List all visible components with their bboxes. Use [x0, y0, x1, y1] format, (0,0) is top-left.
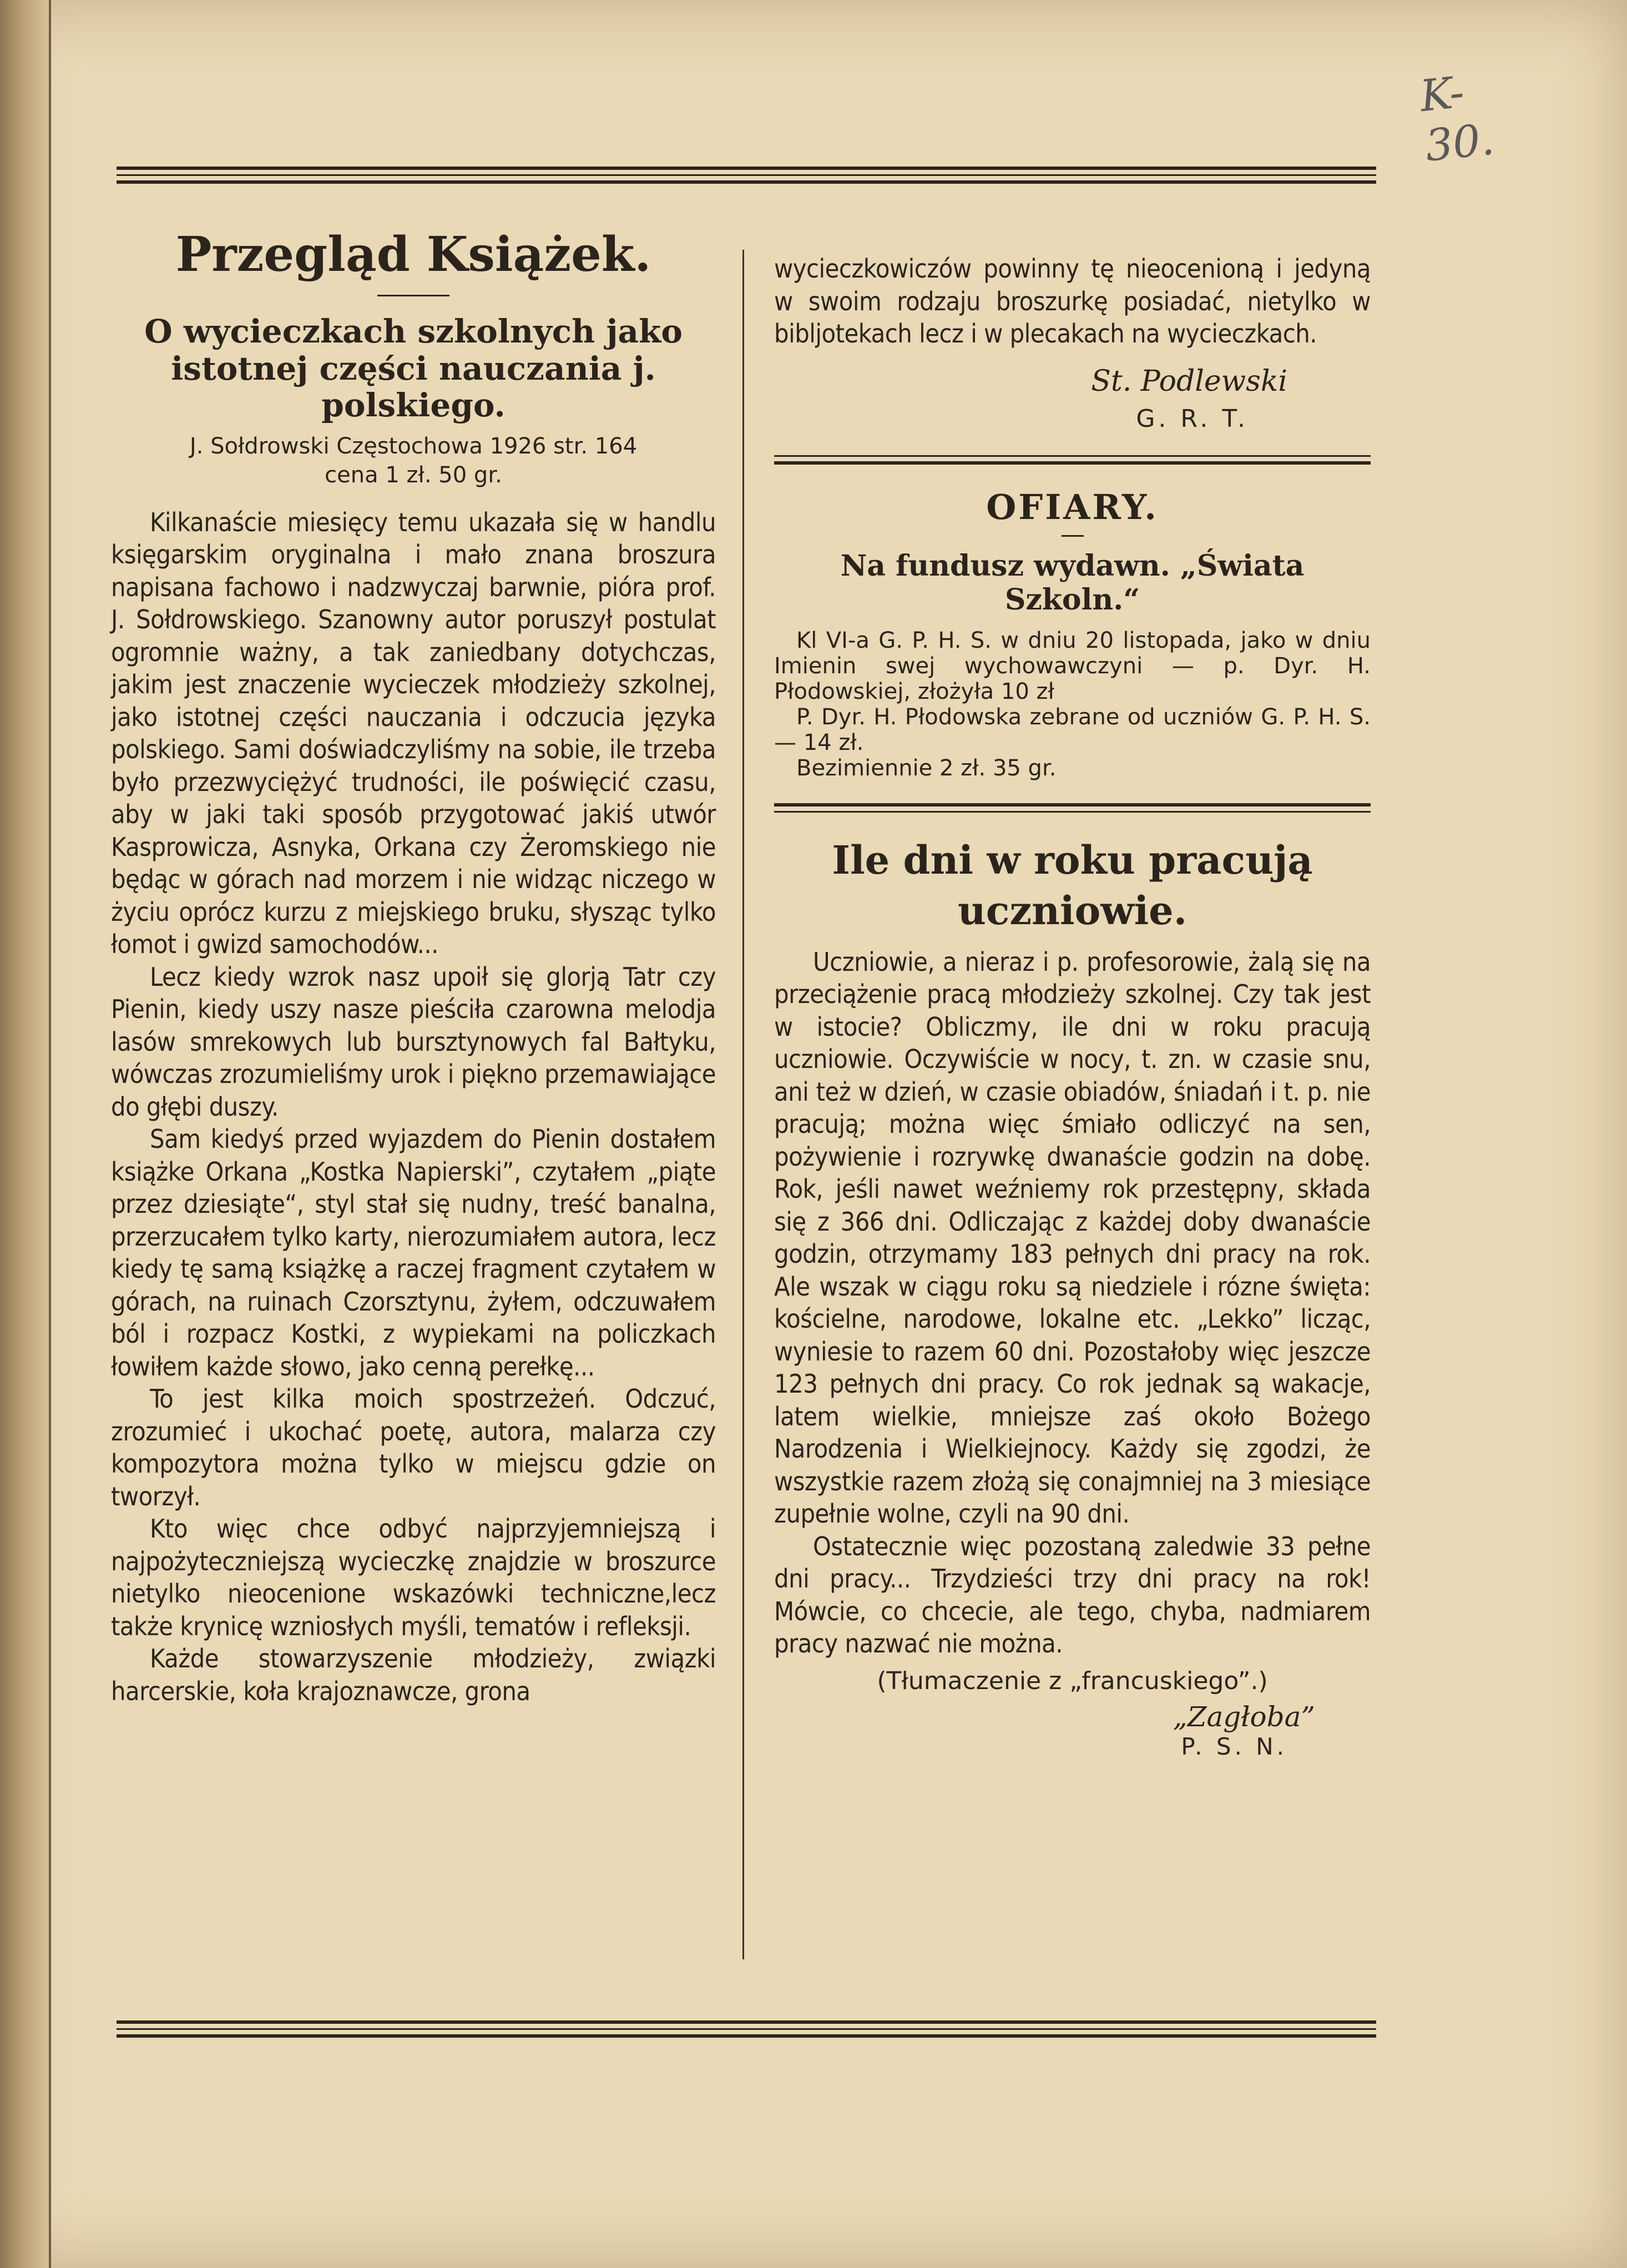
article-paragraph: Uczniowie, a nieraz i p. profesorowie, żalą się na przeciążenie pracą młodzieży szkolnej. Czy tak jest w istocie? Obliczmy, ile dni w roku pracują uczniowie. Oczywiście w nocy, t. zn. w czasie snu, ani też w dzień, w czasie obiadów, śniadań i t. p. nie pracują; można więc śmiało odliczyć na sen, pożywienie i rozrywkę dwanaście godzin na dobę. Rok, jeśli nawet weźniemy rok przestępny, składa się z 366 dni. Odliczając z każdej doby dwanaście godzin, otrzymamy 183 pełnych dni pracy na rok. Ale wszak w ciągu roku są niedziele i rózne święta: kościelne, narodowe, lokalne etc. „Lekko” licząc, wyniesie to razem 60 dni. Pozostałoby więc jeszcze 123 pełnych dni pracy. Co rok jednak są wakacje, latem wielkie, mniejsze zaś około Bożego Narodzenia i Wielkiejnocy. Każdy się zgodzi, że wszystkie razem złożą się conajmniej na 3 miesiące zupełnie wolne, czyli na 90 dni. — [774, 946, 1371, 1529]
review-paragraph: Kto więc chce odbyć najprzyjemniejszą i najpożyteczniejszą wycieczkę znajdzie w broszurce nietylko nieocenione wskazówki techniczne,lecz także krynicę wzniosłych myśli, tematów i refleksji. — [111, 1514, 716, 1641]
section-rule — [774, 455, 1371, 465]
book-meta — [111, 432, 716, 490]
review-paragraph: Każde stowarzyszenie młodzieży, związki harcerskie, koła krajoznawcze, grona — [111, 1644, 716, 1706]
review-paragraph: Kilkanaście miesięcy temu ukazała się w handlu księgarskim oryginalna i mało znana broszura napisana fachowo i nadzwyczaj barwnie, pióra prof. J. Sołdrowskiego. Szanowny autor poruszył postulat ogromnie ważny, a tak zaniedbany dotychczas, jakim jest znaczenie wycieczek młodzieży szkolnej, jako istotnej części nauczania i odczucia języka polskiego. Sami doświadczyliśmy na sobie, ile trzeba było przezwyciężyć trudności, ile poświęcić czasu, aby w jaki taki sposób przygotować jakiś utwór Kasprowicza, Asnyka, Orkana czy Żeromskiego nie będąc w górach nad morzem i nie widząc niczego w życiu oprócz kurzu z miejskiego bruku, słysząc tylko łomot i gwizd samochodów... — [111, 507, 716, 960]
title-divider — [377, 295, 449, 296]
section-rule-2 — [774, 803, 1371, 813]
review-continuation — [774, 253, 1371, 350]
article-body — [774, 946, 1371, 1660]
review-paragraph: Lecz kiedy wzrok nasz upoił się glorją Tatr czy Pienin, kiedy uszy nasze pieściła czarowna melodja lasów smrekowych lub bursztynowych fal Bałtyku, wówczas zrozumieliśmy urok i piękno przemawiające do głębi duszy. — [111, 961, 716, 1122]
book-meta-line2: cena 1 zł. 50 gr. — [325, 462, 502, 488]
review-body — [111, 506, 716, 1708]
page-title: Przegląd Książek. — [175, 226, 651, 283]
left-column — [111, 228, 716, 1707]
translation-note: (Tłumaczenie z „francuskiego”.) — [877, 1666, 1268, 1695]
article-signature: „Zagłoba” — [1173, 1700, 1315, 1733]
handwritten-note: K-30. — [1417, 67, 1497, 172]
book-meta-line1: J. Sołdrowski Częstochowa 1926 str. 164 — [189, 433, 638, 459]
ofiary-subtitle: Na fundusz wydawn. „Świata Szkoln.“ — [840, 548, 1305, 617]
column-divider — [742, 250, 744, 1959]
right-column — [774, 253, 1371, 1760]
review-signature-org: G. R. T. — [1136, 404, 1249, 433]
ofiary-item: Kl VI-a G. P. H. S. w dniu 20 listopada, jako w dniu Imienin swej wychowawczyni — p. Dyr. H. Płodowskiej, złożyła 10 zł — [774, 627, 1371, 704]
article-paragraph: Ostatecznie więc pozostaną zaledwie 33 pełne dni pracy... Trzydzieści trzy dni pracy na rok! Mówcie, co chcecie, ale tego, chyba, nadmiarem pracy nazwać nie można. — [774, 1531, 1371, 1659]
article-title: Ile dni w roku pracują uczniowie. — [832, 836, 1313, 934]
article-signature-org: P. S. N. — [1181, 1732, 1287, 1760]
review-signature: St. Podlewski — [1091, 364, 1287, 398]
ofiary-divider — [1062, 535, 1084, 537]
bottom-rule — [117, 2020, 1376, 2042]
ofiary-list — [774, 628, 1371, 781]
review-subtitle: O wycieczkach szkolnych jako istotnej części nauczania j. polskiego. — [144, 312, 683, 425]
top-rule — [117, 167, 1376, 188]
review-paragraph: Sam kiedyś przed wyjazdem do Pienin dostałem książke Orkana „Kostka Napierski”, czytałem „piąte przez dziesiąte“, styl stał się nudny, treść banalna, przerzucałem tylko karty, nierozumiałem autora, lecz kiedy tę samą książkę a raczej fragment czytałem w górach, na ruinach Czorsztynu, żyłem, odczuwałem ból i rozpacz Kostki, z wypiekami na policzkach łowiłem każde słowo, jako cenną perełkę... — [111, 1124, 716, 1382]
continuation-paragraph: wycieczkowiczów powinny tę nieocenioną i jedyną w swoim rodzaju broszurkę posiadać, nietylko w bibljotekach lecz i w plecakach na wycieczkach. — [774, 254, 1371, 349]
review-paragraph: To jest kilka moich spostrzeżeń. Odczuć, zrozumieć i ukochać poetę, autora, malarza czy kompozytora można tylko w miejscu gdzie on tworzył. — [111, 1384, 716, 1511]
ofiary-item: P. Dyr. H. Płodowska zebrane od uczniów G. P. H. S. — 14 zł. — [774, 704, 1371, 755]
binding-shadow — [0, 0, 50, 2268]
binding-edge — [49, 0, 51, 2268]
ofiary-title: OFIARY. — [986, 486, 1159, 527]
ofiary-item: Bezimiennie 2 zł. 35 gr. — [796, 755, 1057, 781]
